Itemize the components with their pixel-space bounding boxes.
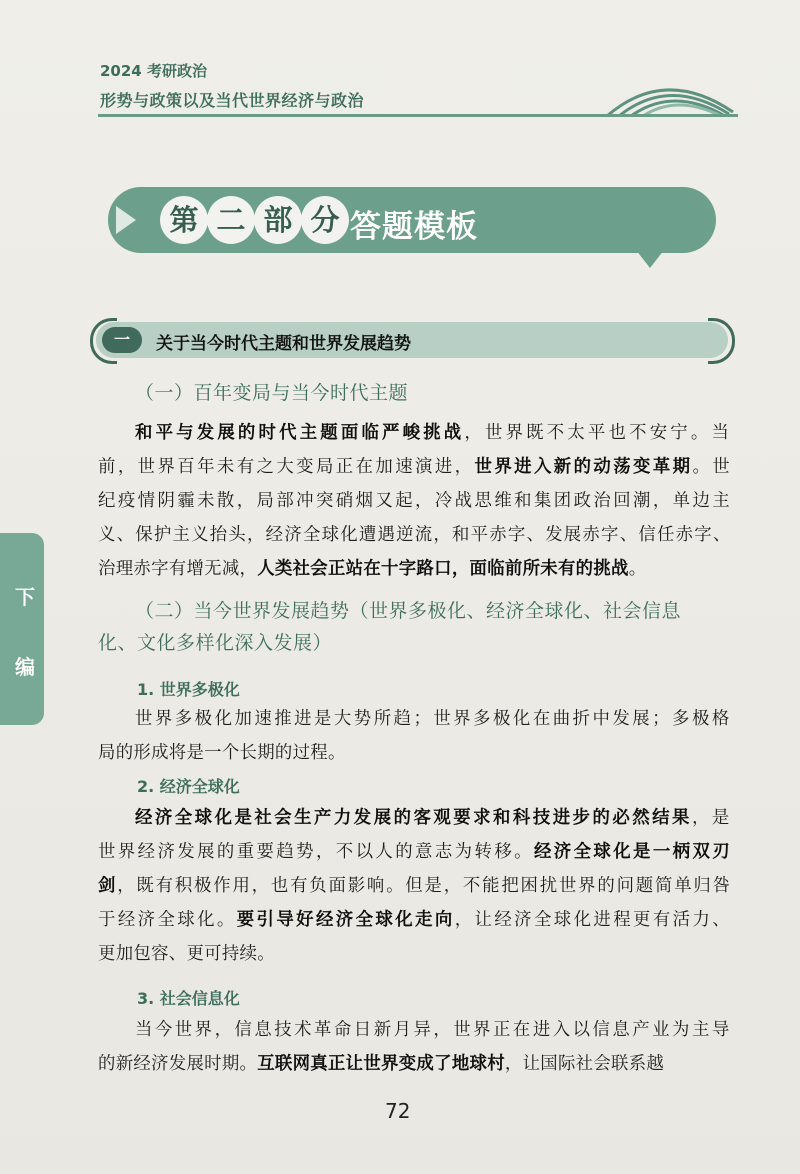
- body-text: ，让国际社会联系越: [504, 1054, 665, 1074]
- emphasis-text: 人类社会正站在十字路口，面临前所未有的挑战: [257, 559, 629, 579]
- header-book-title: 形势与政策以及当代世界经济与政治: [100, 91, 365, 110]
- body-text: 。世: [692, 457, 733, 477]
- subsection-2-heading-line-1: （二）当今世界发展趋势（世界多极化、经济全球化、社会信息: [135, 600, 682, 622]
- text-line: [98, 905, 732, 930]
- text-line: [135, 1015, 732, 1040]
- emphasis-text: 经济全球化是社会生产力发展的客观要求和科技进步的必然结果: [135, 808, 692, 828]
- body-text: 。: [628, 559, 647, 579]
- play-arrow-icon: [116, 206, 136, 234]
- header-year-line: 2024 考研政治: [100, 62, 207, 80]
- item-2-heading: 2. 经济全球化: [137, 777, 240, 796]
- body-text: ，既有积极作用，也有负面影响。但是，不能把困扰世界的问题简单归咎: [117, 876, 732, 896]
- body-text: 更加包容、更可持续。: [98, 944, 275, 964]
- section-number: 一: [102, 327, 142, 353]
- body-text: 当今世界，信息技术革命日新月异，世界正在进入以信息产业为主导: [135, 1020, 732, 1040]
- body-text: ，世界既不太平也不安宁。当: [464, 423, 733, 443]
- subsection-2-heading-line-2: 化、文化多样化深入发展）: [98, 632, 333, 654]
- body-text: 的新经济发展时期。: [98, 1054, 258, 1074]
- part-char-3: 部: [254, 196, 302, 244]
- header-rule: [98, 114, 738, 117]
- text-line: [98, 871, 732, 896]
- side-tab-char-1: 下: [15, 585, 35, 609]
- emphasis-text: 要引导好经济全球化走向: [236, 910, 455, 930]
- body-text: 于经济全球化。: [98, 910, 237, 930]
- text-line: [135, 704, 732, 729]
- section-bracket-right: [708, 318, 735, 364]
- header-arc-decoration-icon: [605, 72, 735, 118]
- body-text: 局的形成将是一个长期的过程。: [98, 743, 346, 763]
- text-line: [98, 939, 275, 964]
- text-line: [98, 1049, 664, 1074]
- text-line: [98, 837, 732, 862]
- text-line: [98, 738, 346, 763]
- item-1-heading: 1. 世界多极化: [137, 680, 240, 699]
- subsection-1-heading: （一）百年变局与当今时代主题: [135, 382, 409, 404]
- text-line: [98, 486, 732, 511]
- body-text: ，是: [691, 808, 732, 828]
- emphasis-text: 互联网真正让世界变成了地球村: [257, 1054, 505, 1074]
- side-tab: [0, 533, 44, 725]
- part-char-4: 分: [301, 196, 349, 244]
- body-text: ，让经济全球化进程更有活力、: [454, 910, 733, 930]
- part-banner-tail: [636, 250, 664, 268]
- text-line: [98, 452, 732, 477]
- text-line: [98, 520, 732, 545]
- body-text: 世界多极化加速推进是大势所趋；世界多极化在曲折中发展；多极格: [135, 709, 732, 729]
- emphasis-text: 和平与发展的时代主题面临严峻挑战: [135, 423, 465, 443]
- body-text: 前，世界百年未有之大变局正在加速演进，: [98, 457, 475, 477]
- item-3-heading: 3. 社会信息化: [137, 989, 240, 1008]
- body-text: 义、保护主义抬头，经济全球化遭遇逆流，和平赤字、发展赤字、信任赤字、: [98, 525, 732, 545]
- body-text: 纪疫情阴霾未散，局部冲突硝烟又起，冷战思维和集团政治回潮，单边主: [98, 491, 733, 511]
- part-char-2: 二: [207, 196, 255, 244]
- part-char-1: 第: [160, 196, 208, 244]
- emphasis-text: 经济全球化是一柄双刃: [533, 842, 733, 862]
- page-number: 72: [385, 1099, 411, 1123]
- body-text: 治理赤字有增无减，: [98, 559, 258, 579]
- text-line: [98, 554, 646, 579]
- section-title: 关于当今时代主题和世界发展趋势: [156, 334, 411, 354]
- side-tab-char-2: 编: [15, 655, 35, 679]
- text-line: [135, 803, 732, 828]
- emphasis-text: 世界进入新的动荡变革期: [474, 457, 693, 477]
- body-text: 世界经济发展的重要趋势，不以人的意志为转移。: [98, 842, 534, 862]
- emphasis-text: 剑: [98, 876, 118, 896]
- part-subtitle: 答题模板: [350, 209, 478, 245]
- text-line: [135, 418, 732, 443]
